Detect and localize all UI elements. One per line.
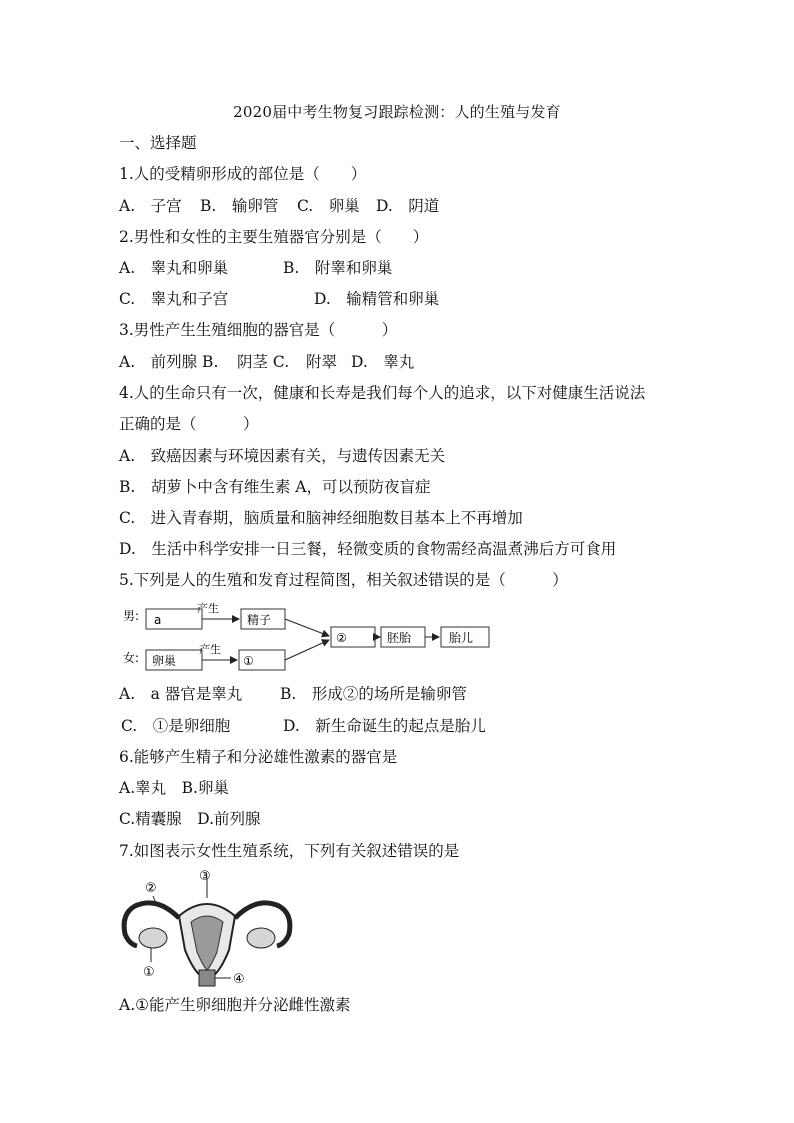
sperm-to-zygote-arrow — [285, 619, 329, 636]
female-label: 女: — [123, 651, 140, 665]
question-3-option-d: D. 睾丸 — [351, 353, 415, 371]
question-2-stem: 2.男性和女性的主要生殖器官分别是（ ） — [119, 228, 429, 246]
label-1: ① — [143, 965, 155, 980]
question-3-option-a: A. 前列腺 B. — [119, 353, 219, 371]
label-4: ④ — [233, 972, 245, 987]
egg-to-zygote-arrow — [285, 640, 329, 660]
sperm-label: 精子 — [247, 613, 272, 627]
right-ovary-shape — [247, 928, 275, 948]
question-7-option-a: A.①能产生卵细胞并分泌雌性激素 — [119, 996, 351, 1014]
label-2: ② — [145, 881, 157, 896]
ovary-label: 卵巢 — [152, 654, 177, 668]
question-1-option-c: C. 卵巢 — [297, 197, 360, 215]
question-6-options-cd: C.精囊腺 D.前列腺 — [119, 810, 261, 828]
question-4-option-d: D. 生活中科学安排一日三餐，轻微变质的食物需经高温煮沸后方可食用 — [119, 540, 617, 558]
question-5-option-a: A. a 器官是睾丸 — [119, 685, 243, 703]
fetus-label: 胎儿 — [449, 631, 474, 645]
question-1-option-d: D. 阴道 — [376, 197, 440, 215]
section-heading: 一、选择题 — [119, 134, 197, 152]
question-2-option-d: D. 输精管和卵巢 — [314, 290, 440, 308]
question-4-option-b: B. 胡萝卜中含有维生素 A，可以预防夜盲症 — [119, 478, 431, 496]
question-5-option-d: D. 新生命诞生的起点是胎儿 — [283, 717, 486, 735]
female-reproductive-system-figure — [117, 866, 297, 988]
question-4-stem-line1: 4.人的生命只有一次，健康和长寿是我们每个人的追求，以下对健康生活说法 — [119, 384, 646, 402]
question-4-option-c: C. 进入青春期，脑质量和脑神经细胞数目基本上不再增加 — [119, 509, 523, 527]
question-2-option-a: A. 睾丸和卵巢 — [119, 259, 229, 277]
question-3-stem: 3.男性产生生殖细胞的器官是（ ） — [119, 321, 398, 339]
question-1-stem: 1.人的受精卵形成的部位是（ ） — [119, 165, 367, 183]
zygote-mark: ② — [336, 631, 347, 645]
vagina-shape — [199, 970, 215, 986]
question-3-option-b: 阴茎 C. — [237, 353, 290, 371]
question-6-stem: 6.能够产生精子和分泌雄性激素的器官是 — [119, 748, 398, 766]
left-ovary-shape — [139, 928, 167, 948]
question-4-stem-line2: 正确的是（ ） — [119, 415, 259, 433]
male-label: 男: — [123, 609, 140, 623]
produce-label-female: 产生 — [199, 643, 221, 656]
question-2-option-b: B. 附睾和卵巢 — [283, 259, 393, 277]
question-6-options-ab: A.睾丸 B.卵巢 — [119, 779, 229, 797]
label-3: ③ — [199, 869, 211, 884]
produce-label-male: 产生 — [197, 602, 219, 615]
egg-mark: ① — [243, 654, 254, 668]
question-7-stem: 7.如图表示女性生殖系统，下列有关叙述错误的是 — [119, 842, 460, 860]
embryo-label: 胚胎 — [387, 631, 412, 645]
question-1-option-b: B. 输卵管 — [200, 197, 279, 215]
reproduction-flow-diagram — [117, 598, 497, 678]
question-3-option-c: 附翠 — [306, 353, 338, 371]
question-2-option-c: C. 睾丸和子宫 — [119, 290, 229, 308]
a-organ-label: a — [154, 613, 162, 627]
question-4-option-a: A. 致癌因素与环境因素有关，与遗传因素无关 — [119, 447, 446, 465]
page-title: 2020届中考生物复习跟踪检测：人的生殖与发育 — [233, 103, 561, 121]
question-1-option-a: A. 子宫 — [119, 197, 182, 215]
question-5-option-c: C. ①是卵细胞 — [121, 717, 231, 735]
question-5-stem: 5.下列是人的生殖和发育过程简图，相关叙述错误的是（ ） — [119, 571, 568, 589]
question-5-option-b: B. 形成②的场所是输卵管 — [280, 685, 467, 703]
